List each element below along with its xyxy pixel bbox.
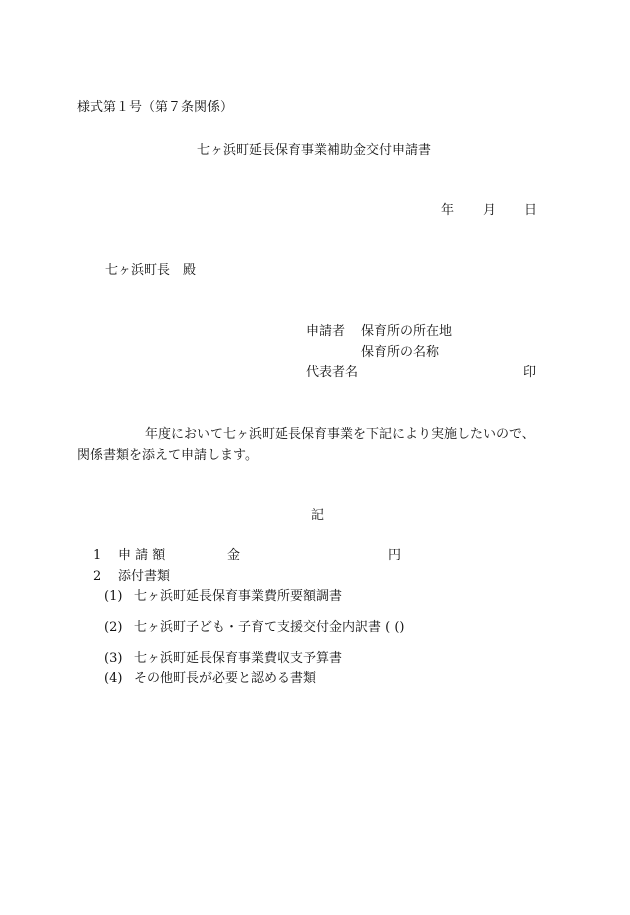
body-text-line2: 関係書類を添えて申請します。	[77, 448, 258, 463]
date-year-label: 年	[441, 203, 455, 218]
attachment-2-number: (2)	[104, 620, 123, 635]
seal-mark: 印	[523, 365, 537, 380]
item1-kin: 金	[227, 548, 241, 563]
document-title: 七ヶ浜町延長保育事業補助金交付申請書	[197, 143, 432, 158]
attachment-4-number: (4)	[104, 671, 123, 686]
attachment-3-number: (3)	[104, 651, 123, 666]
item2-label: 添付書類	[118, 569, 171, 584]
applicant-label: 申請者	[306, 324, 346, 339]
item2-number: 2	[93, 569, 102, 584]
applicant-name-label: 保育所の名称	[361, 345, 440, 360]
form-label: 様式第１号（第７条関係）	[77, 100, 234, 115]
item1-label: 申 請 額	[118, 548, 166, 563]
item1-number: 1	[93, 548, 102, 563]
attachment-2-text: 七ヶ浜町子ども・子育て支援交付金内訳書 ( ()	[134, 620, 405, 635]
addressee: 七ヶ浜町長 殿	[105, 263, 197, 278]
ki-heading: 記	[311, 508, 325, 523]
representative-label: 代表者名	[306, 365, 359, 380]
date-month-label: 月	[483, 203, 497, 218]
attachment-1-text: 七ヶ浜町延長保育事業費所要額調書	[134, 589, 343, 604]
attachment-4-text: その他町長が必要と認める書類	[134, 671, 317, 686]
body-text-line1: 年度において七ヶ浜町延長保育事業を下記により実施したいので、	[145, 427, 535, 442]
attachment-3-text: 七ヶ浜町延長保育事業費収支予算書	[134, 651, 343, 666]
attachment-1-number: (1)	[104, 589, 123, 604]
date-day-label: 日	[524, 203, 538, 218]
item1-en: 円	[388, 548, 402, 563]
applicant-address-label: 保育所の所在地	[361, 324, 453, 339]
